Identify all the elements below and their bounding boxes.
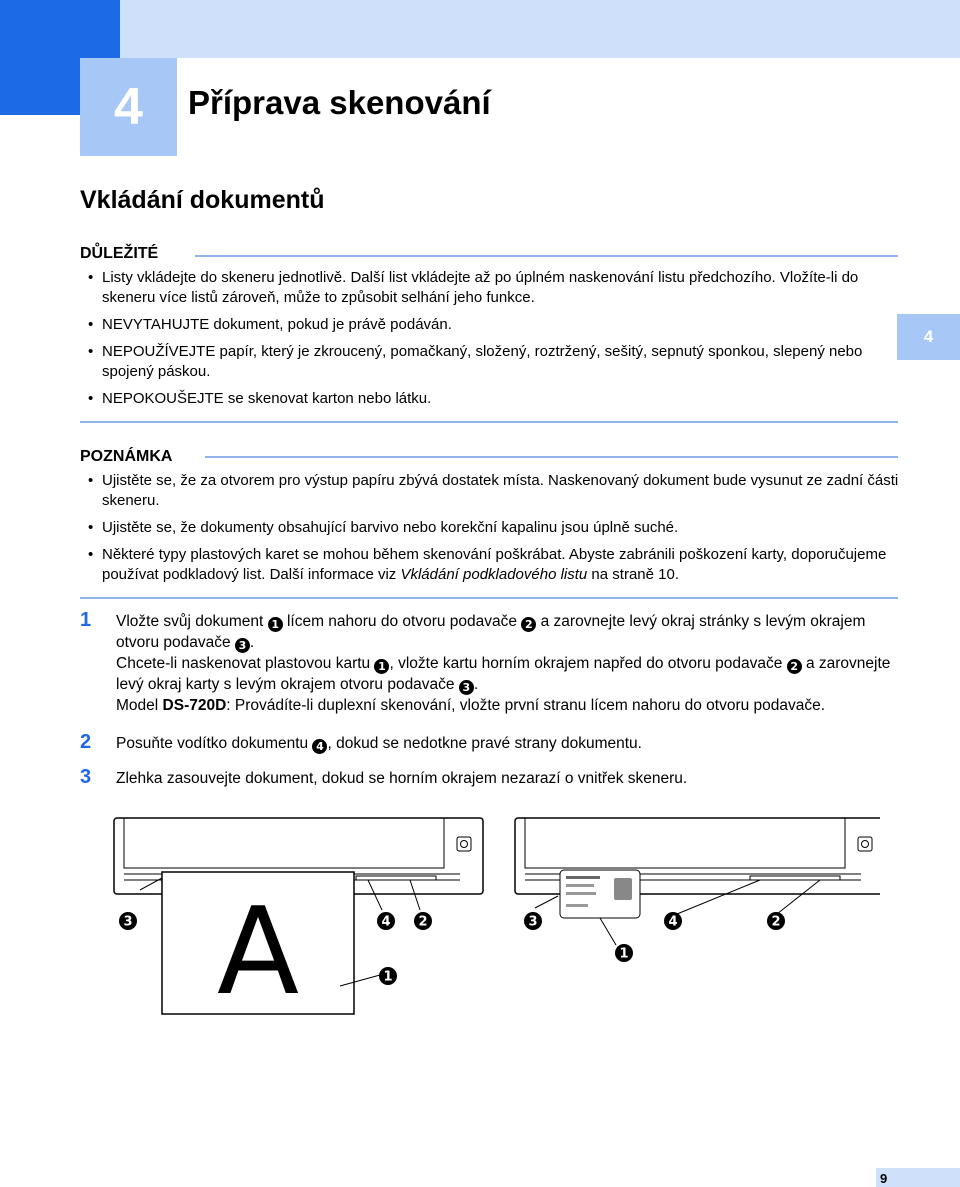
- step-text-part: Vložte svůj dokument: [116, 613, 268, 630]
- card-text-line: [566, 904, 588, 907]
- list-item: • Některé typy plastových karet se mohou během skenování poškrábat. Abyste zabránili poškození karty, doporučujeme používat podkladový list. Další informace viz Vkládání podkladového listu na straně 10.: [88, 546, 887, 583]
- callout-marker: 2: [787, 659, 802, 674]
- chapter-side-tab: 4: [897, 314, 960, 360]
- callout-marker: 1: [374, 659, 389, 674]
- step-text-part: Model: [116, 697, 163, 714]
- note-list: [80, 471, 900, 592]
- callout-label: 2: [418, 914, 428, 930]
- callout-label: 2: [771, 914, 781, 930]
- page-number: 9: [880, 1171, 888, 1186]
- callout-marker: 4: [312, 739, 327, 754]
- callout-marker: 3: [459, 680, 474, 695]
- note-bottom-rule: [80, 597, 898, 599]
- list-item: • NEPOUŽÍVEJTE papír, který je zkroucený, pomačkaný, složený, roztržený, sešitý, sepnutý sponkou, slepený nebo spojený páskou.: [88, 343, 863, 380]
- step-text: [116, 611, 910, 716]
- note-item-text-part: Některé typy plastových karet se mohou během skenování poškrábat. Abyste zabránili poškození karty, doporučujeme používat podkladový list. Další informace viz: [102, 546, 887, 583]
- step-text-part: .: [473, 676, 479, 693]
- step-text-part: , vložte kartu horním okrajem napřed do otvoru podavače: [389, 655, 787, 672]
- step-text-part: a zarovnejte levý okraj karty s levým okrajem otvoru podavače: [116, 655, 891, 693]
- note-item-text: Ujistěte se, že za otvorem pro výstup papíru zbývá dostatek místa. Naskenovaný dokument bude vysunut ze zadní části skeneru.: [102, 472, 899, 509]
- step-text-part: .: [249, 634, 255, 651]
- step-text: Zlehka zasouvejte dokument, dokud se horním okrajem nezarazí o vnitřek skeneru.: [116, 770, 688, 787]
- page-number-band: [876, 1168, 960, 1187]
- important-item-text: NEPOUŽÍVEJTE papír, který je zkroucený, pomačkaný, složený, roztržený, sešitý, sepnutý sponkou, slepený nebo spojený páskou.: [102, 343, 863, 380]
- note-item-text: [102, 546, 886, 583]
- step-text-part: lícem nahoru do otvoru podavače: [282, 613, 522, 630]
- callout-marker: 1: [268, 617, 283, 632]
- important-item-text: NEVYTAHUJTE dokument, pokud je právě podáván.: [102, 316, 452, 333]
- scanner-left-figure: [114, 818, 483, 1020]
- important-item-text: Listy vkládejte do skeneru jednotlivě. Další list vkládejte až po úplném naskenování listu předchozího. Vložíte-li do skeneru více listů zároveň, může to způsobit selhání jeho funkce.: [102, 269, 859, 306]
- note-top-rule: [205, 456, 898, 458]
- callout-marker: 2: [521, 617, 536, 632]
- step-text-part: Chcete-li naskenovat plastovou kartu: [116, 655, 375, 672]
- step-2: [80, 733, 910, 754]
- card-text-line: [566, 892, 596, 895]
- note-heading: POZNÁMKA: [80, 448, 173, 465]
- scanner-right-figure: [515, 818, 880, 962]
- list-item: • NEVYTAHUJTE dokument, pokud je právě podáván.: [88, 316, 452, 333]
- callout-label: 1: [383, 969, 393, 985]
- list-item: • NEPOKOUŠEJTE se skenovat karton nebo látku.: [88, 390, 432, 407]
- step-text: [116, 733, 910, 754]
- important-top-rule: [195, 255, 898, 257]
- section-title: Vkládání dokumentů: [80, 186, 325, 214]
- chapter-number: 4: [80, 58, 177, 156]
- callout-label: 3: [123, 914, 133, 930]
- important-bottom-rule: [80, 421, 898, 423]
- important-heading: DŮLEŽITÉ: [80, 245, 159, 262]
- note-item-text: Ujistěte se, že dokumenty obsahující barvivo nebo korekční kapalinu jsou úplně suché.: [102, 519, 679, 536]
- callout-line: [600, 918, 616, 945]
- list-item: • Listy vkládejte do skeneru jednotlivě. Další list vkládejte až po úplném naskenování listu předchozího. Vložíte-li do skeneru více listů zároveň, může to způsobit selhání jeho funkce.: [88, 269, 859, 306]
- step-text-part: : Provádíte-li duplexní skenování, vložte první stranu lícem nahoru do otvoru podavače.: [226, 697, 826, 714]
- callout-label: 4: [668, 914, 678, 930]
- callout-label: 1: [619, 946, 629, 962]
- callout-label: 3: [528, 914, 538, 930]
- callout-label: 4: [381, 914, 391, 930]
- chapter-title: Příprava skenování: [188, 84, 491, 121]
- step-3: [80, 768, 910, 789]
- important-item-text: NEPOKOUŠEJTE se skenovat karton nebo látku.: [102, 390, 432, 407]
- note-item-text-part: na straně 10.: [587, 566, 679, 583]
- callout-line: [535, 896, 558, 908]
- header-band: [120, 0, 960, 58]
- card-text-line: [566, 884, 594, 887]
- step-number: 3: [80, 766, 92, 788]
- cross-reference-link[interactable]: Vkládání podkladového listu: [400, 566, 588, 583]
- step-text-part: Posuňte vodítko dokumentu: [116, 735, 313, 752]
- list-item: • Ujistěte se, že za otvorem pro výstup papíru zbývá dostatek místa. Naskenovaný dokument bude vysunut ze zadní části skeneru.: [88, 472, 899, 509]
- card-text-line: [566, 876, 600, 879]
- callout-marker: 3: [235, 638, 250, 653]
- model-name: DS-720D: [162, 697, 227, 714]
- step-text-part: a zarovnejte levý okraj stránky s levým okrajem otvoru podavače: [116, 613, 866, 651]
- step-1: [80, 611, 910, 716]
- document-letter: A: [216, 883, 300, 1020]
- important-list: [80, 268, 890, 416]
- card-photo: [614, 878, 632, 900]
- step-number: 2: [80, 731, 92, 753]
- scanner-illustrations: [100, 810, 880, 1020]
- step-number: 1: [80, 609, 92, 631]
- step-text-part: , dokud se nedotkne pravé strany dokumentu.: [327, 735, 642, 752]
- list-item: • Ujistěte se, že dokumenty obsahující barvivo nebo korekční kapalinu jsou úplně suché.: [88, 519, 679, 536]
